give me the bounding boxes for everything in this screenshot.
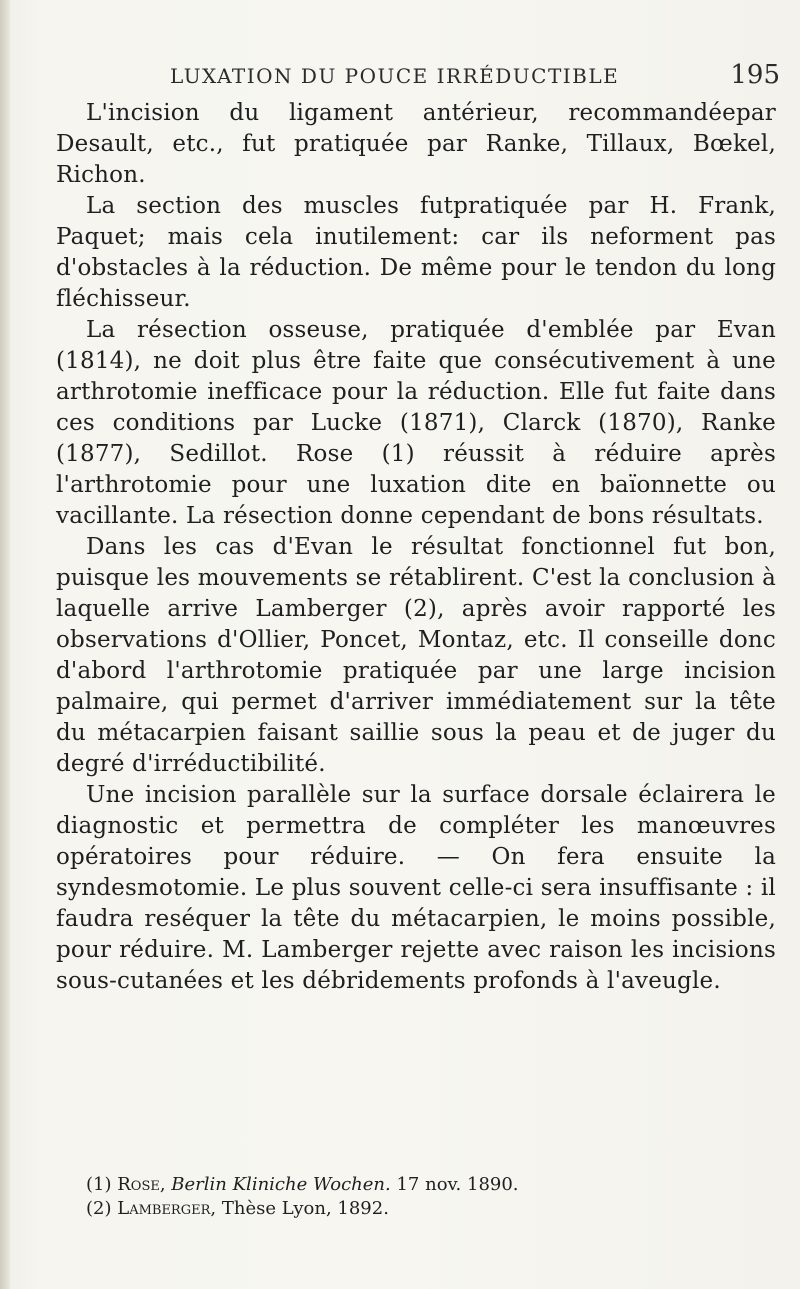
footnote-marker: (2) [86, 1198, 112, 1219]
footnote-source: Berlin Kliniche Wochen. [171, 1174, 391, 1195]
footnote-text: Thèse Lyon, 1892. [221, 1198, 389, 1219]
footnotes [86, 1173, 776, 1221]
paragraph-4: Dans les cas d'Evan le résultat fonctionnel fut bon, puisque les mouvements se rétablirent. C'est la conclusion à laquelle arrive Lamberger (2), après avoir rapporté les observations d'Ollier, Poncet, Montaz, etc. Il conseille donc d'abord l'arthrotomie pratiquée par une large incision palmaire, qui permet d'arriver immédiatement sur la tête du métacarpien faisant saillie sous la peau et de juger du degré d'irréductibilité. [56, 534, 776, 777]
page-binding-edge [0, 0, 10, 1289]
paragraph-3: La résection osseuse, pratiquée d'emblée par Evan (1814), ne doit plus être faite que consécutivement à une arthrotomie inefficace pour la réduction. Elle fut faite dans ces conditions par Lucke (1871), Clarck (1870), Ranke (1877), Sedillot. Rose (1) réussit à réduire après l'arthrotomie pour une luxation dite en baïonnette ou vacillante. La résection donne cependant de bons résultats. [56, 317, 776, 529]
footnote-marker: (1) [86, 1174, 112, 1195]
body-text [56, 98, 776, 997]
footnote-author: Rose [117, 1174, 160, 1195]
footnote-1: (1) Rose, Berlin Kliniche Wochen. 17 nov. 1890. [86, 1174, 519, 1195]
paragraph-2: La section des muscles futpratiquée par H. Frank, Paquet; mais cela inutilement: car ils neforment pas d'obstacles à la réduction. De même pour le tendon du long fléchisseur. [56, 193, 776, 312]
footnote-date: 17 nov. 1890. [396, 1174, 519, 1195]
paragraph-5: Une incision parallèle sur la surface dorsale éclairera le diagnostic et permettra de compléter les manœuvres opératoires pour réduire. — On fera ensuite la syndesmotomie. Le plus souvent celle-ci sera insuffisante : il faudra reséquer la tête du métacarpien, le moins possible, pour réduire. M. Lamberger rejette avec raison les incisions sous-cutanées et les débridements profonds à l'aveugle. [56, 782, 776, 994]
running-head: LUXATION DU POUCE IRRÉDUCTIBLE [170, 64, 620, 88]
page-number: 195 [730, 60, 780, 90]
footnote-2: (2) Lamberger, Thèse Lyon, 1892. [86, 1198, 389, 1219]
page-header [170, 60, 780, 96]
footnote-author: Lamberger [117, 1198, 211, 1219]
paragraph-1: L'incision du ligament antérieur, recommandéepar Desault, etc., fut pratiquée par Ranke, Tillaux, Bœkel, Richon. [56, 100, 776, 188]
